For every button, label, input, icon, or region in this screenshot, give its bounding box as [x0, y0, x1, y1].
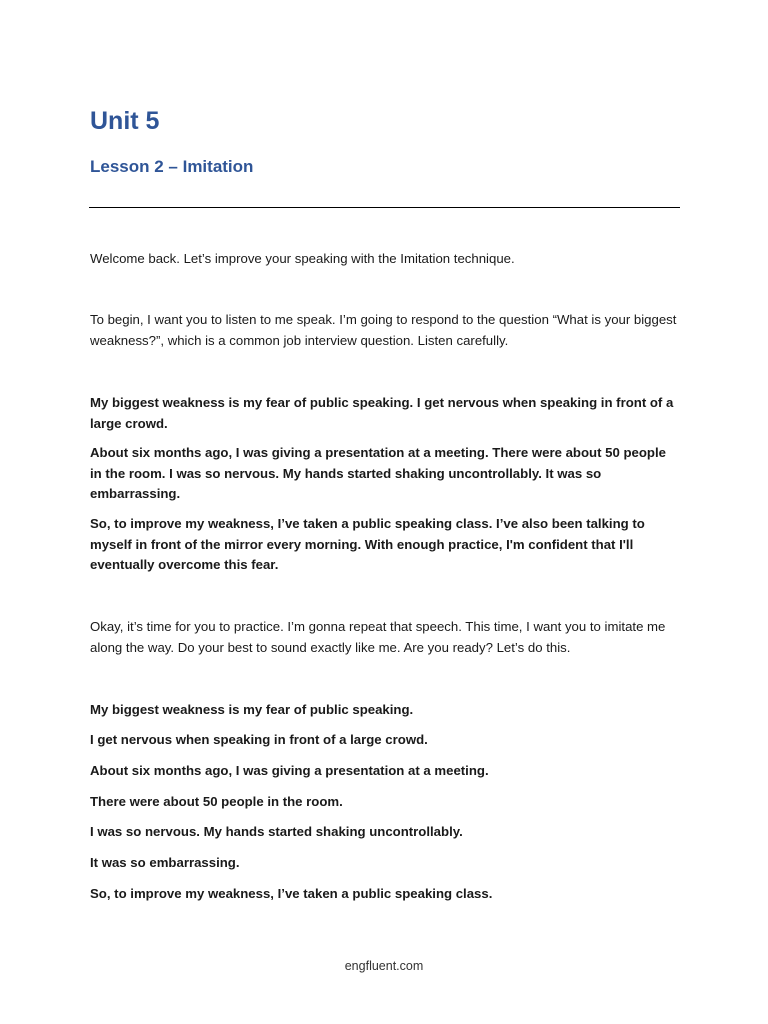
- practice-line: About six months ago, I was giving a presentation at a meeting.: [90, 763, 489, 778]
- practice-paragraph: Okay, it’s time for you to practice. I’m gonna repeat that speech. This time, I want you to imitate me along the way. Do your best to sound exactly like me. Are you ready? Let’s do this.: [90, 619, 666, 655]
- intro-paragraph: To begin, I want you to listen to me speak. I’m going to respond to the question “What is your biggest weakness?”, which is a common job interview question. Listen carefully.: [90, 312, 677, 348]
- practice-line: My biggest weakness is my fear of public speaking.: [90, 702, 414, 717]
- practice-line: I get nervous when speaking in front of a large crowd.: [90, 732, 428, 747]
- divider: [89, 207, 680, 208]
- speech-paragraph: My biggest weakness is my fear of public speaking. I get nervous when speaking in front of a large crowd.: [90, 395, 674, 431]
- practice-line: So, to improve my weakness, I’ve taken a public speaking class.: [90, 886, 493, 901]
- practice-line: There were about 50 people in the room.: [90, 794, 343, 809]
- unit-title: Unit 5: [90, 107, 160, 135]
- speech-paragraph: So, to improve my weakness, I’ve taken a public speaking class. I’ve also been talking to myself in front of the mirror every morning. With enough practice, I'm confident that I'll eventually overcome this fear.: [90, 516, 645, 572]
- practice-line: It was so embarrassing.: [90, 855, 240, 870]
- speech-paragraph: About six months ago, I was giving a presentation at a meeting. There were about 50 people in the room. I was so nervous. My hands started shaking uncontrollably. It was so embarrassing.: [90, 445, 666, 501]
- welcome-paragraph: Welcome back. Let’s improve your speaking with the Imitation technique.: [90, 251, 515, 266]
- practice-line: I was so nervous. My hands started shaking uncontrollably.: [90, 824, 463, 839]
- footer-site: engfluent.com: [344, 959, 424, 973]
- lesson-title: Lesson 2 – Imitation: [90, 157, 254, 176]
